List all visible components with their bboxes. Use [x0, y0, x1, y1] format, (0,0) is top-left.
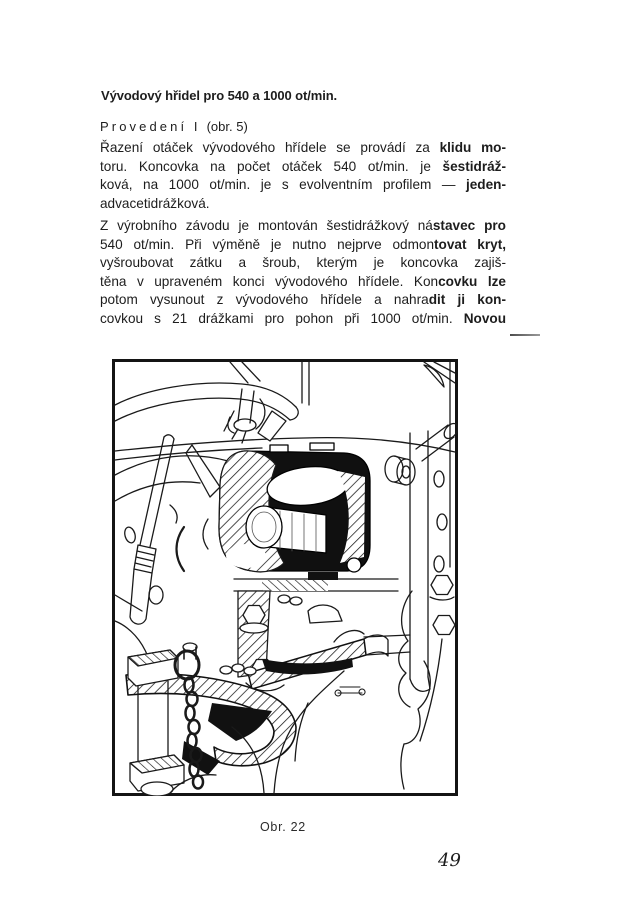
section-heading-spaced: Provedení I: [100, 119, 201, 134]
text-line: toru. Koncovka na počet otáček 540 ot/min. je šestidráž-: [100, 158, 506, 174]
text-line: ková, na 1000 ot/min. je s evolventním profilem — jeden-: [100, 177, 506, 193]
body-paragraph-2: [100, 217, 506, 329]
text-line: 540 ot/min. Při výměně je nutno nejprve odmontovat kryt,: [100, 236, 507, 252]
figure-caption: Obr. 22: [260, 820, 306, 834]
text-line: Řazení otáček vývodového hřídele se provádí za klidu mo-: [100, 140, 506, 155]
section-heading-figref: (obr. 5): [206, 119, 248, 134]
text-line: covkou s 21 drážkami pro pohon při 1000 ot/min. Novou: [100, 310, 506, 326]
text-line: potom vysunout z vývodového hřídele a nahradit ji kon-: [100, 292, 506, 308]
figure-frame: [112, 359, 458, 796]
pto-drawbar-illustration: [112, 359, 458, 796]
page-number: 49: [438, 850, 461, 871]
text-line: těna v upraveném konci vývodového hřídele. Koncovku lze: [100, 273, 506, 289]
page-title: Vývodový hřidel pro 540 a 1000 ot/min.: [101, 88, 338, 103]
text-line: vyšroubovat zátku a šroub, kterým je koncovka zajiš-: [100, 255, 506, 271]
body-paragraph-1: [100, 139, 506, 213]
text-line: Z výrobního závodu je montován šestidrážkový nástavec pro: [100, 218, 506, 233]
section-heading: [100, 119, 248, 134]
scan-artifact-dash: [510, 334, 540, 336]
text-line: advacetidrážková.: [100, 195, 210, 211]
